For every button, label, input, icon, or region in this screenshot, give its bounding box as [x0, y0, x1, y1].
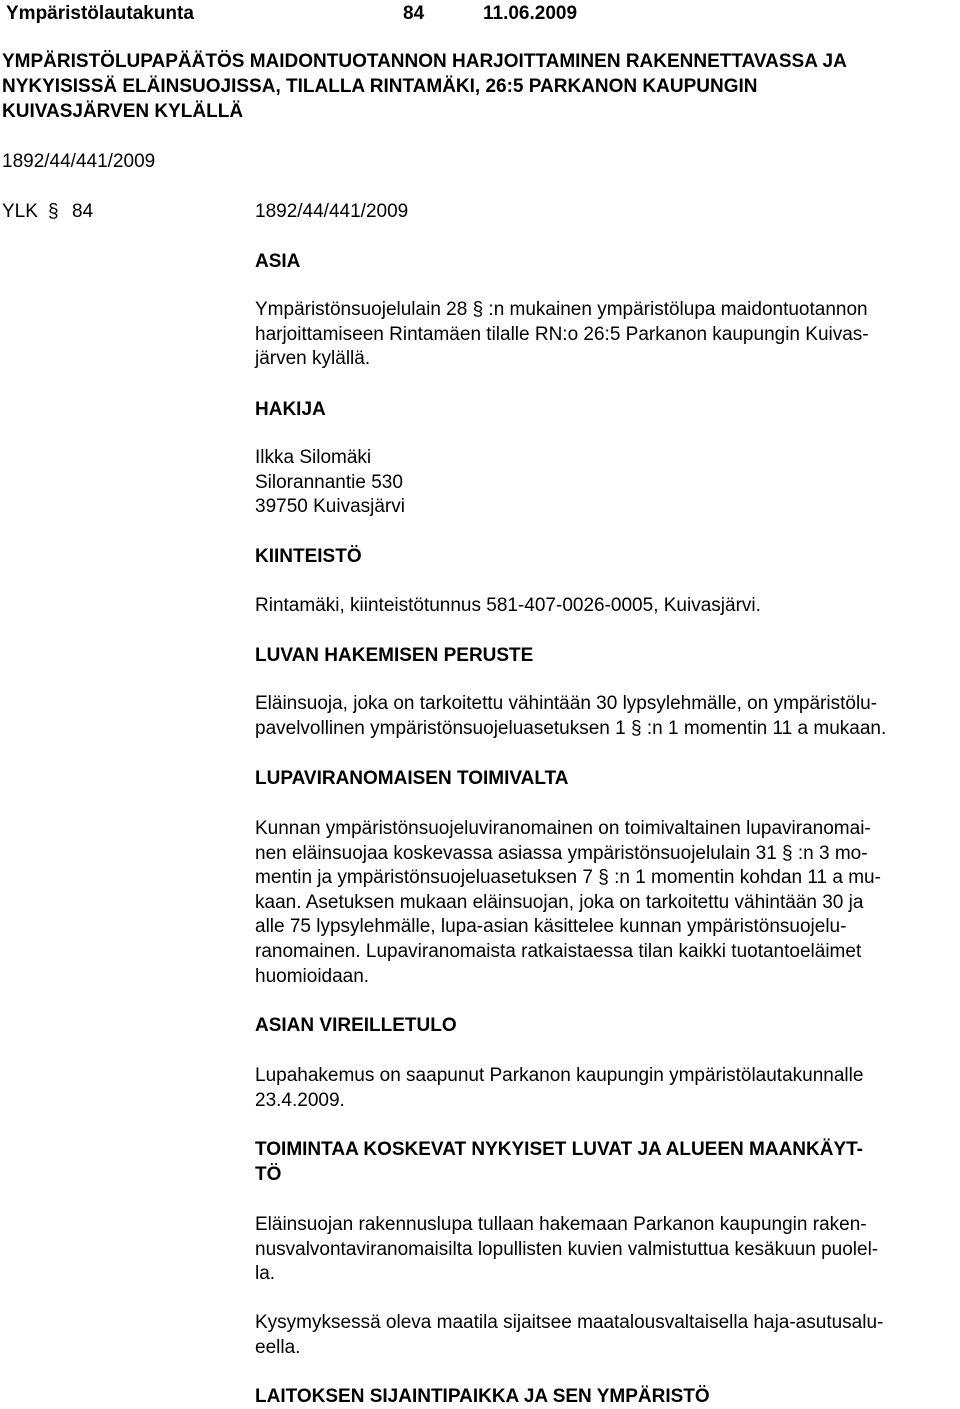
asia-line: järven kylällä. — [255, 348, 371, 370]
applicant-name: Ilkka Silomäki — [255, 447, 372, 468]
toimivalta-line: nen eläinsuojaa koskevassa asiassa ympäristönsuojelulain 31 § :n 3 mo- — [255, 842, 868, 864]
ylk-record-id: 1892/44/441/2009 — [255, 201, 409, 222]
title-line-2: NYKYISISSÄ ELÄINSUOJISSA, TILALLA RINTAMÄKI, 26:5 PARKANON KAUPUNGIN — [2, 76, 758, 97]
toimivalta-line: ranomainen. Lupaviranomaista ratkaistaessa tilan kaikki tuotantoeläimet — [255, 940, 862, 962]
luvat-line: la. — [255, 1263, 276, 1285]
luvat-heading-line-1: TOIMINTAA KOSKEVAT NYKYISET LUVAT JA ALUEEN MAANKÄYT- — [255, 1139, 864, 1160]
luvan-peruste-line: Eläinsuoja, joka on tarkoitettu vähintään 30 lypsylehmälle, on ympäristölu- — [255, 693, 878, 714]
toimivalta-line: kaan. Asetuksen mukaan eläinsuojan, joka on tarkoitettu vähintään 30 ja — [255, 891, 864, 913]
hakija-heading: HAKIJA — [255, 399, 326, 420]
luvan-peruste-line: pavelvollinen ympäristönsuojeluasetuksen 1 § :n 1 momentin 11 a mukaan. — [255, 717, 887, 739]
toimivalta-paragraph — [255, 817, 945, 989]
luvan-peruste-heading: LUVAN HAKEMISEN PERUSTE — [255, 645, 534, 666]
header-page-number: 84 — [403, 3, 425, 24]
section-symbol: § — [48, 201, 59, 222]
luvat-paragraph-1 — [255, 1213, 945, 1287]
header-date: 11.06.2009 — [483, 3, 578, 24]
luvat-line: Eläinsuojan rakennuslupa tullaan hakemaan Parkanon kaupungin raken- — [255, 1214, 867, 1235]
toimivalta-line: Kunnan ympäristönsuojeluviranomainen on toimivaltainen lupaviranomai- — [255, 818, 871, 839]
sijaintipaikka-heading: LAITOKSEN SIJAINTIPAIKKA JA SEN YMPÄRISTÖ — [255, 1386, 710, 1407]
luvan-peruste-paragraph — [255, 692, 945, 741]
asia-line: harjoittamiseen Rintamäen tilalle RN:o 26:5 Parkanon kaupungin Kuivas- — [255, 323, 869, 345]
page-header — [0, 0, 960, 28]
applicant-postal: 39750 Kuivasjärvi — [255, 496, 405, 518]
toimivalta-heading: LUPAVIRANOMAISEN TOIMIVALTA — [255, 768, 569, 789]
toimivalta-line: huomioidaan. — [255, 965, 370, 987]
luvat-line: eella. — [255, 1336, 301, 1358]
kiinteisto-line: Rintamäki, kiinteistötunnus 581-407-0026-0005, Kuivasjärvi. — [255, 595, 761, 616]
record-id: 1892/44/441/2009 — [2, 151, 156, 172]
header-org: Ympäristölautakunta — [6, 3, 194, 24]
applicant-street: Silorannantie 530 — [255, 471, 403, 493]
toimivalta-line: mentin ja ympäristönsuojeluasetuksen 7 § :n 1 momentin kohdan 11 a mu- — [255, 867, 881, 889]
vireilletulo-line: Lupahakemus on saapunut Parkanon kaupungin ympäristölautakunnalle — [255, 1065, 864, 1086]
vireilletulo-paragraph — [255, 1064, 945, 1113]
title-line-1: YMPÄRISTÖLUPAPÄÄTÖS MAIDONTUOTANNON HARJOITTAMINEN RAKENNETTAVASSA JA — [2, 51, 847, 72]
kiinteisto-paragraph — [255, 594, 945, 619]
vireilletulo-line: 23.4.2009. — [255, 1089, 345, 1111]
luvat-paragraph-2 — [255, 1311, 945, 1360]
toimivalta-line: alle 75 lypsylehmälle, lupa-asian käsittelee kunnan ympäristönsuojelu- — [255, 916, 847, 938]
asia-paragraph — [255, 298, 945, 372]
hakija-address — [255, 446, 945, 520]
luvat-line: nusvalvontaviranomaisilta lopullisten kuvien valmistuttua kesäkuun puolel- — [255, 1238, 879, 1260]
kiinteisto-heading: KIINTEISTÖ — [255, 546, 362, 567]
title-line-3: KUIVASJÄRVEN KYLÄLLÄ — [2, 101, 244, 122]
vireilletulo-heading: ASIAN VIREILLETULO — [255, 1015, 457, 1036]
ylk-label: YLK — [2, 201, 38, 222]
luvat-line: Kysymyksessä oleva maatila sijaitsee maatalousvaltaisella haja-asutusalu- — [255, 1312, 884, 1333]
asia-line: Ympäristönsuojelulain 28 § :n mukainen ympäristölupa maidontuotannon — [255, 299, 868, 320]
asia-heading: ASIA — [255, 251, 301, 272]
ylk-number: 84 — [72, 201, 94, 222]
luvat-heading-line-2: TÖ — [255, 1164, 282, 1185]
